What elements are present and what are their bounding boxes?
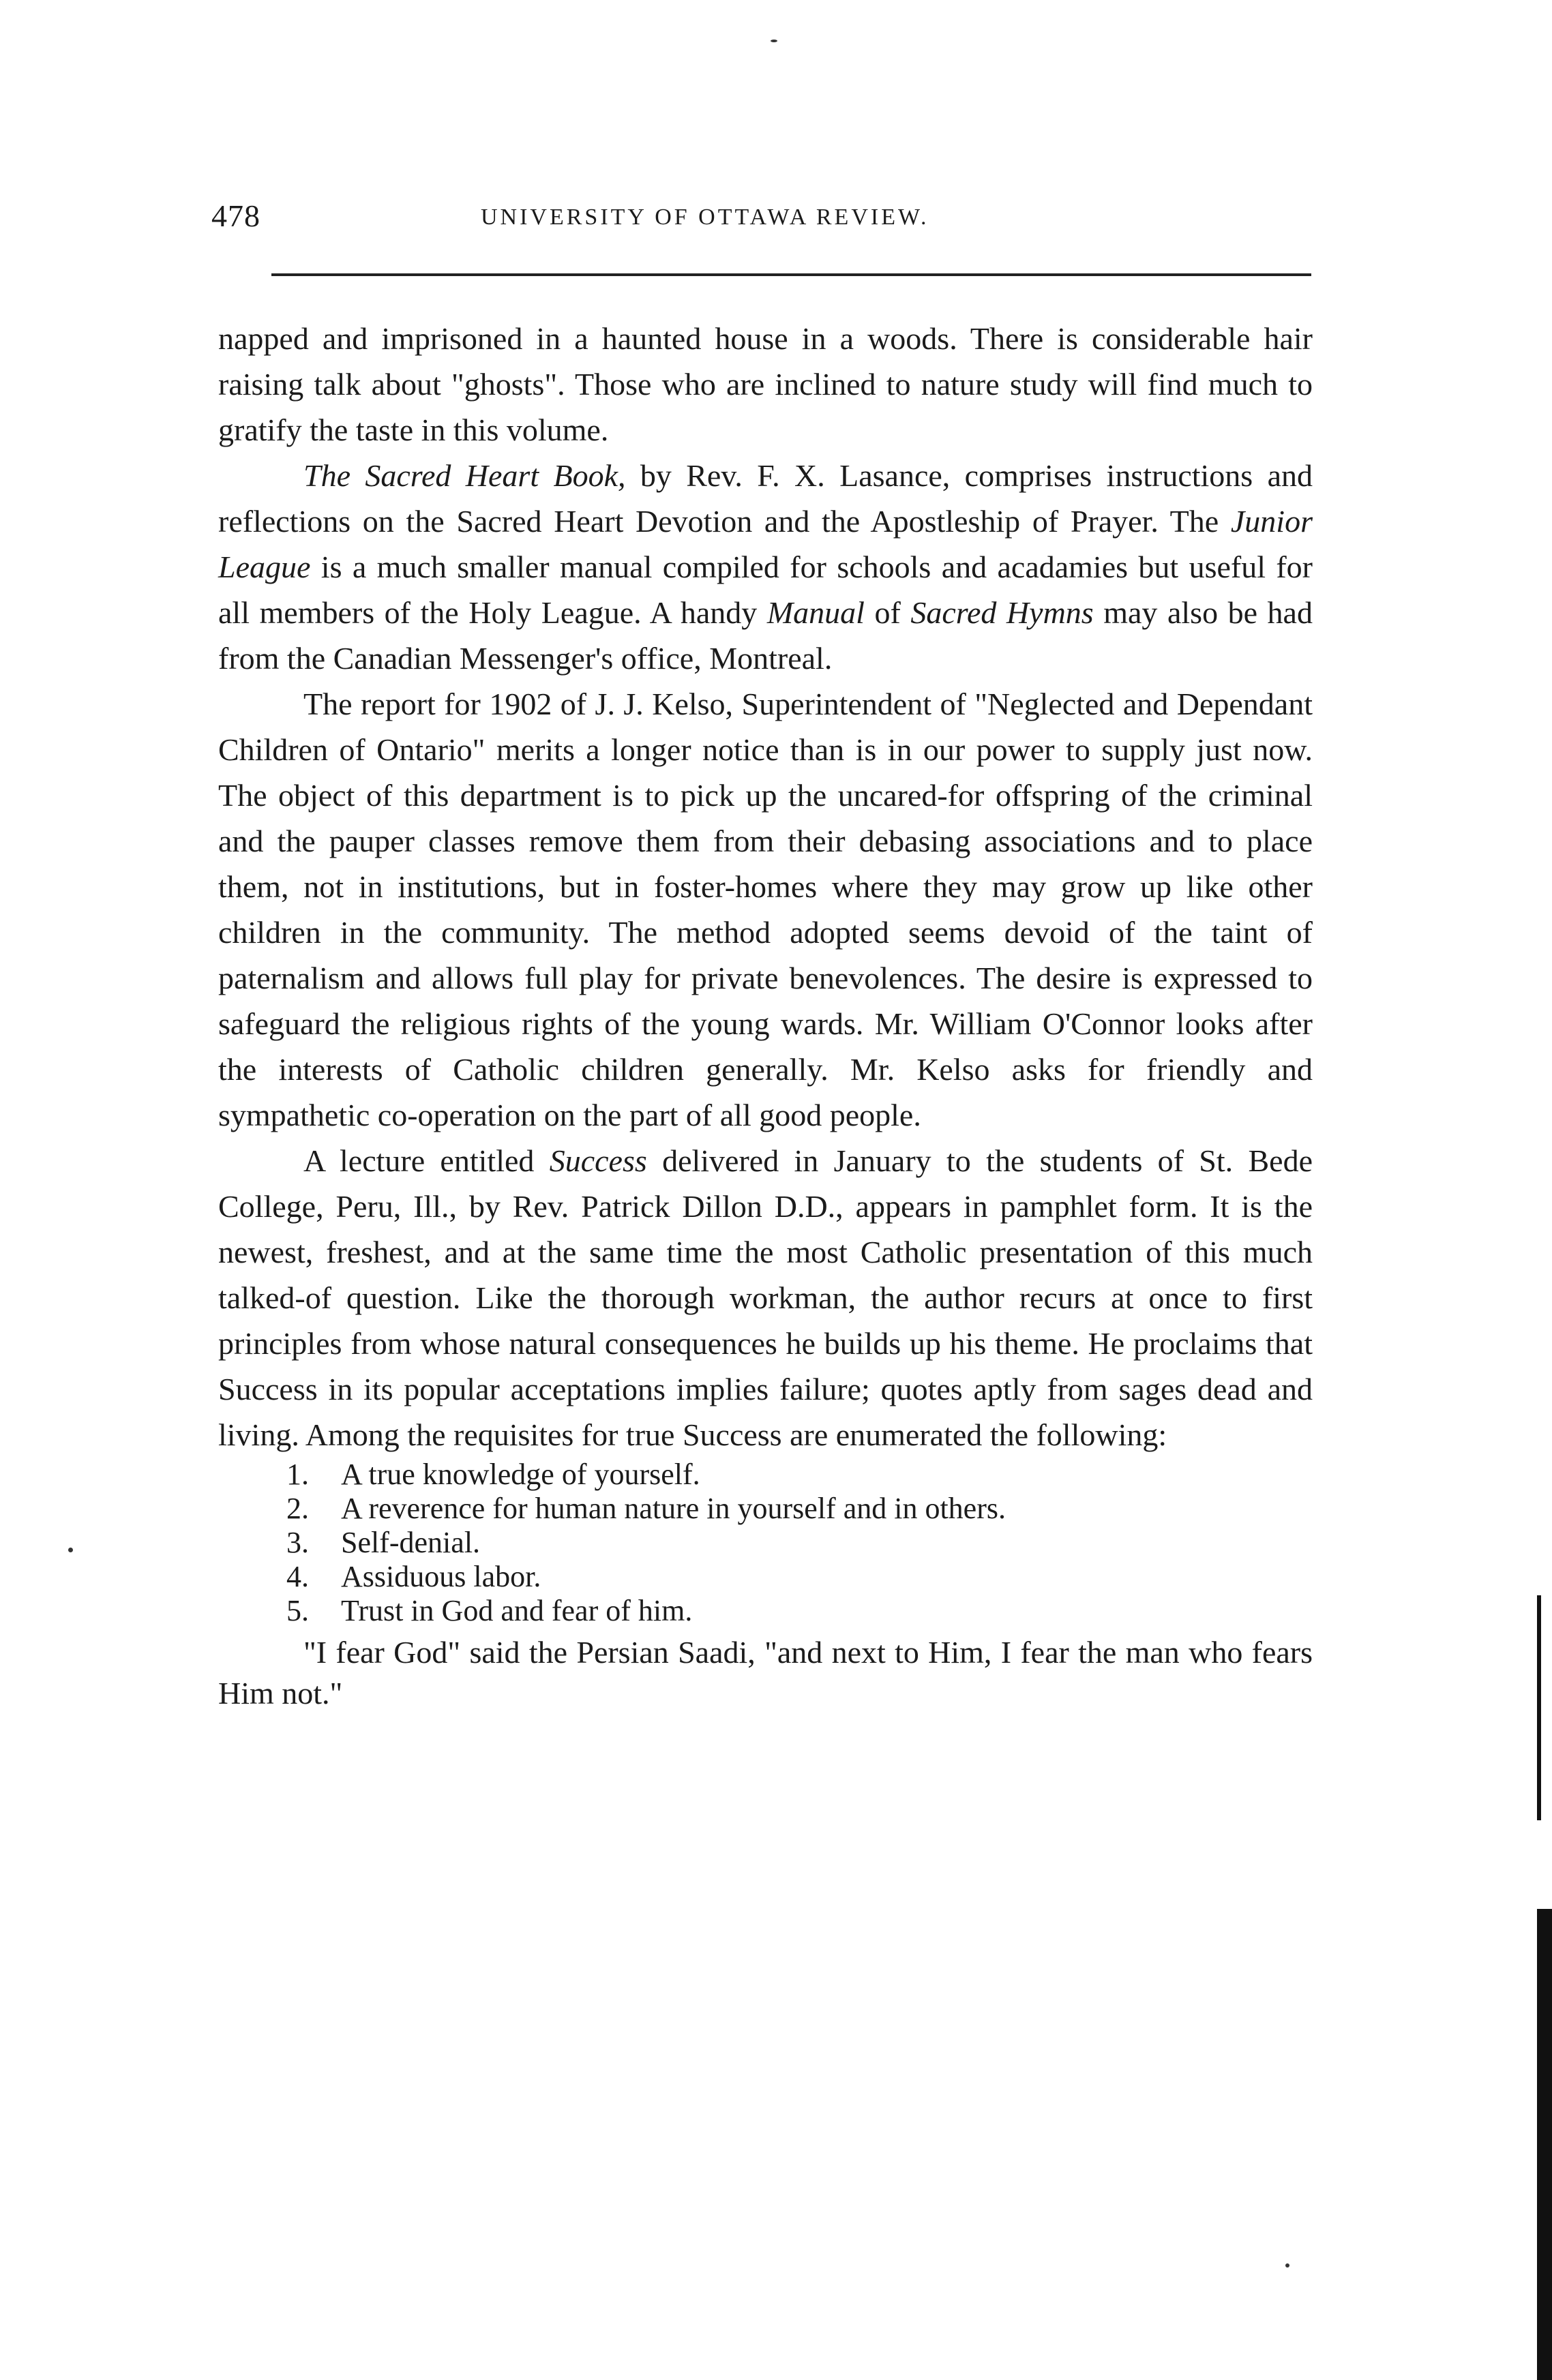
paragraph-saadi-quote: "I fear God" said the Persian Saadi, "and next to Him, I fear the man who fears Him not."	[218, 1635, 1313, 1711]
paragraph-text: of	[864, 595, 911, 630]
list-item	[286, 1458, 1313, 1492]
list-item	[286, 1492, 1313, 1526]
paragraph-text: is a much smaller manual compiled for schools and acadamies but useful for all members of the Holy League. A handy	[218, 549, 1313, 630]
list-text: Assiduous labor.	[341, 1560, 541, 1593]
paragraph-success-lecture	[218, 1138, 1313, 1458]
scan-edge-mark	[1537, 1909, 1552, 2380]
scan-speck	[771, 40, 777, 42]
list-number: 2.	[286, 1492, 309, 1525]
paragraph-kelso-report: The report for 1902 of J. J. Kelso, Superintendent of "Neglected and Dependant Children of Ontario" merits a longer notice than is in our power to supply just now. The object of this department is to pick up the uncared-for offspring of the criminal and the pauper classes remove them from their debasing associations and to place them, not in institutions, but in foster-homes where they may grow up like other children in the community. The method adopted seems devoid of the taint of paternalism and allows full play for private benevolences. The desire is expressed to safeguard the religious rights of the young wards. Mr. William O'Connor looks after the interests of Catholic children generally. Mr. Kelso asks for friendly and sympathetic co-operation on the part of all good people.	[218, 687, 1313, 1132]
paragraph-sacred-heart-book	[218, 453, 1313, 681]
lecture-title-success: Success	[549, 1143, 647, 1178]
list-number: 5.	[286, 1594, 309, 1627]
running-head: UNIVERSITY OF OTTAWA REVIEW.	[481, 205, 929, 230]
paragraph-text: A lecture entitled	[303, 1143, 550, 1178]
page-number: 478	[211, 198, 260, 233]
header-rule	[271, 273, 1311, 276]
paragraph-text: delivered in January to the students of St. Bede College, Peru, Ill., by Rev. Patrick Dillon D.D., appears in pamphlet form. It is the newest, freshest, and at the same time the most Catholic presentation of this much talked-of question. Like the thorough workman, the author recurs at once to first principles from whose natural consequences he builds up his theme. He proclaims that Success in its popular acceptations implies failure; quotes aptly from sages dead and living. Among the requisites for true Success are enumerated the following:	[218, 1143, 1313, 1452]
paragraph-haunted-house: napped and imprisoned in a haunted house in a woods. There is considerable hair raising talk about "ghosts". Those who are inclined to nature study will find much to gratify the taste in this volume.	[218, 321, 1313, 447]
list-item	[286, 1594, 1313, 1628]
list-text: A true knowledge of yourself.	[341, 1458, 700, 1491]
page-header	[211, 198, 1316, 239]
paragraph-text: may also be had from the Canadian Messenger's office, Montreal.	[218, 595, 1313, 676]
list-text: A reverence for human nature in yourself and in others.	[341, 1492, 1006, 1525]
list-number: 3.	[286, 1526, 309, 1559]
scan-speck	[1285, 2263, 1289, 2268]
list-number: 1.	[286, 1458, 309, 1491]
list-item	[286, 1560, 1313, 1594]
body-text	[218, 316, 1313, 1714]
list-number: 4.	[286, 1560, 309, 1593]
list-item	[286, 1526, 1313, 1560]
requisites-list	[218, 1458, 1313, 1628]
book-title-junior-league: Junior League	[218, 504, 1313, 584]
list-text: Self-denial.	[341, 1526, 481, 1559]
scan-edge-mark	[1537, 1595, 1541, 1820]
scan-speck	[68, 1548, 73, 1552]
paragraph-text: by Rev. F. X. Lasance, comprises instructions and reflections on the Sacred Heart Devotion and the Apostleship of Prayer. The	[218, 458, 1313, 539]
book-title-manual: Manual	[766, 595, 865, 630]
list-text: Trust in God and fear of him.	[341, 1594, 693, 1627]
book-title-sacred-heart: The Sacred Heart Book,	[303, 458, 626, 493]
book-title-sacred-hymns: Sacred Hymns	[910, 595, 1094, 630]
